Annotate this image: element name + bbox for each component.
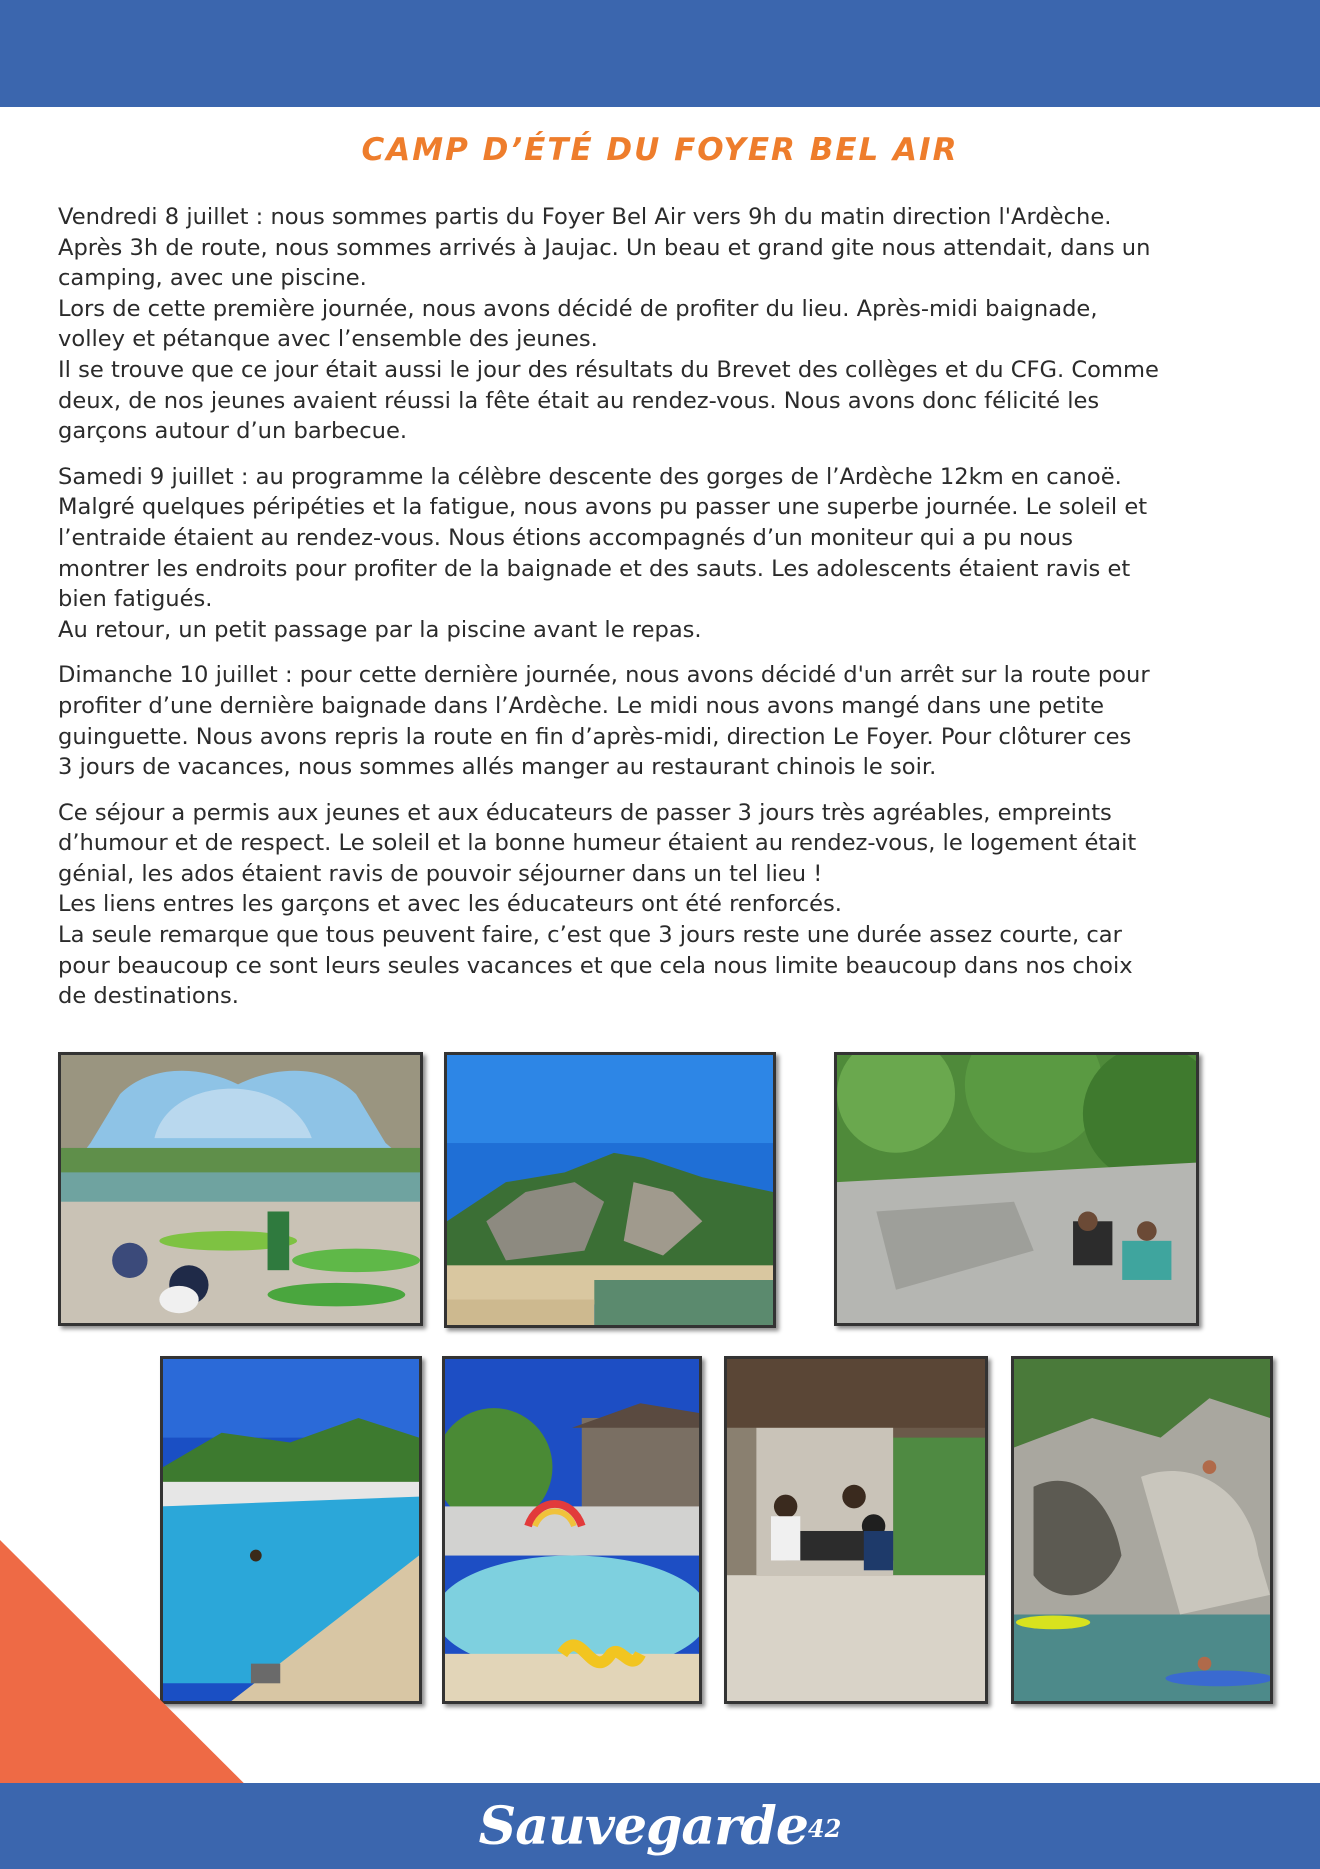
photo-covered-terrace [724,1356,988,1704]
text-line: garçons autour d’un barbecue. [58,418,408,445]
sauvegarde-logo [0,1797,1320,1857]
paragraph-saturday [58,462,1253,646]
text-line: l’entraide étaient au rendez-vous. Nous étions accompagnés d’un moniteur qui a pu nous [58,524,1074,551]
photo-gorges-cliffs [444,1052,776,1328]
text-line: guinguette. Nous avons repris la route en fin d’après-midi, direction Le Foyer. Pour clôturer ces [58,723,1132,750]
paragraph-sunday [58,660,1253,782]
text-line: profiter d’une dernière baignade dans l’Ardèche. Le midi nous avons mangé dans une petite [58,692,1105,719]
paragraph-friday [58,202,1253,447]
text-line: Dimanche 10 juillet : pour cette dernière journée, nous avons décidé d'un arrêt sur la route pour [58,662,1150,689]
photo-rock-jumping [1011,1356,1273,1704]
photo-pont-arc-canoes [58,1052,423,1326]
photo-shaded-path [834,1052,1199,1326]
text-line: Vendredi 8 juillet : nous sommes partis du Foyer Bel Air vers 9h du matin direction l'Ardèche. [58,204,1112,230]
text-line: Il se trouve que ce jour était aussi le jour des résultats du Brevet des collèges et du CFG. Comme [58,356,1159,383]
text-line: Samedi 9 juillet : au programme la célèbre descente des gorges de l’Ardèche 12km en canoë. [58,463,1122,490]
text-line: 3 jours de vacances, nous sommes allés manger au restaurant chinois le soir. [58,754,937,781]
text-line: Les liens entres les garçons et avec les éducateurs ont été renforcés. [58,891,842,918]
article-body [58,202,1253,1027]
text-line: Après 3h de route, nous sommes arrivés à Jaujac. Un beau et grand gite nous attendait, dans un [58,234,1151,261]
text-line: Lors de cette première journée, nous avons décidé de profiter du lieu. Après-midi baignade, [58,295,1098,322]
text-line: d’humour et de respect. Le soleil et la bonne humeur étaient au rendez-vous, le logement était [58,830,1137,857]
text-line: deux, de nos jeunes avaient réussi la fête était au rendez-vous. Nous avons donc félicité les [58,387,1100,414]
logo-number: 42 [807,1814,842,1843]
text-line: Malgré quelques péripéties et la fatigue, nous avons pu passer une superbe journée. Le soleil et [58,494,1148,521]
text-line: Au retour, un petit passage par la piscine avant le repas. [58,616,702,643]
text-line: Ce séjour a permis aux jeunes et aux éducateurs de passer 3 jours très agréables, empreints [58,799,1112,826]
paragraph-summary [58,798,1253,1012]
photo-splash-pool-house [442,1356,702,1704]
text-line: génial, les ados étaient ravis de pouvoir séjourner dans un tel lieu ! [58,860,823,887]
text-line: La seule remarque que tous peuvent faire, c’est que 3 jours reste une durée assez courte, car [58,922,1122,949]
text-line: bien fatigués. [58,586,213,613]
logo-name: Sauvegarde [478,1796,808,1857]
text-line: pour beaucoup ce sont leurs seules vacances et que cela nous limite beaucoup dans nos choix [58,952,1133,979]
text-line: camping, avec une piscine. [58,265,367,292]
text-line: de destinations. [58,983,239,1010]
top-color-band [0,0,1320,107]
text-line: montrer les endroits pour profiter de la baignade et des sauts. Les adolescents étaient ravis et [58,555,1131,582]
page-title: CAMP D’ÉTÉ DU FOYER BEL AIR [361,132,959,168]
text-line: volley et pétanque avec l’ensemble des jeunes. [58,326,598,353]
